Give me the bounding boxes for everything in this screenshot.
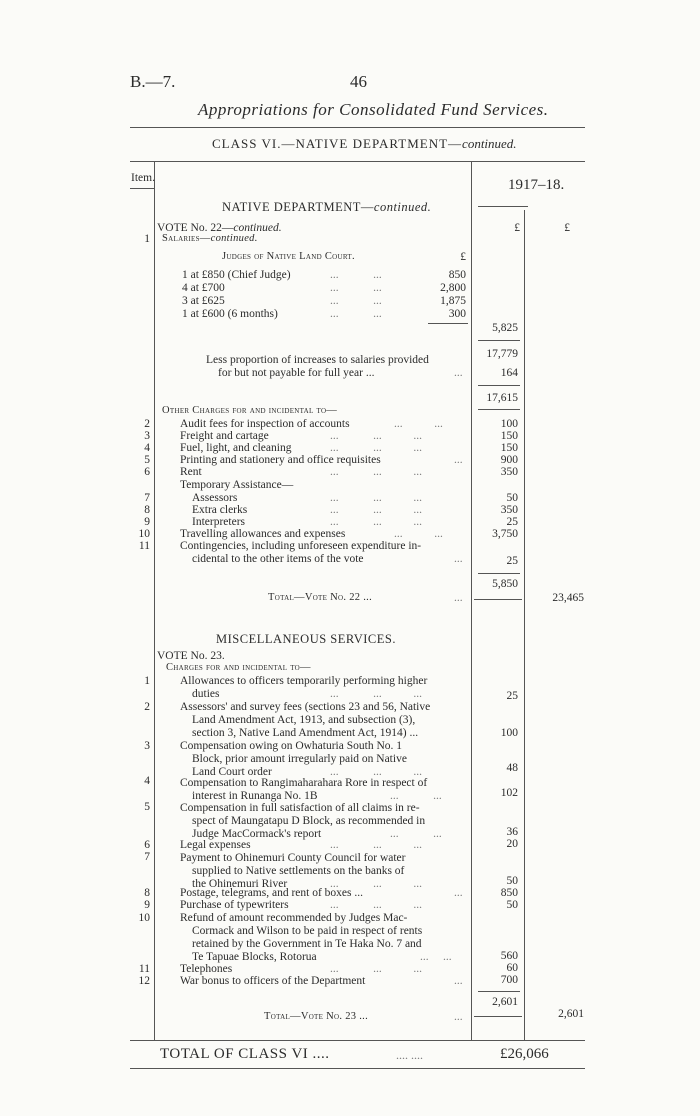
document-reference: B.—7. [130,72,176,91]
item-number: 9 [144,899,150,911]
table-bottom-rule [130,1040,585,1041]
other-charge-label: Printing and stationery and office requisites [180,454,381,466]
other-charge-value: 3,750 [492,528,518,540]
item-number: 4 [144,442,150,454]
leader-dots: ... ... ... [330,442,422,454]
page-number: 46 [350,72,367,91]
vote-22-label: VOTE No. 22—continued. [157,222,282,234]
leader-dots: ... [454,975,463,987]
misc-item-line: Purchase of typewriters [180,899,289,911]
leader-dots: ... [454,592,463,604]
leader-dots: ... ... ... [330,839,422,851]
misc-item-value: 50 [506,899,518,911]
leader-dots: ... ... ... [330,430,422,442]
leader-dots: ... ... ... [330,963,422,975]
misc-item-line: Cormack and Wilson to be paid in respect of rents [192,925,423,937]
native-department-heading: NATIVE DEPARTMENT—continued. [222,200,432,214]
less-proportion-line2: for but not payable for full year ... [218,367,375,379]
misc-item-value: 560 [500,950,518,962]
leader-dots: ... [454,553,463,565]
other-charge-value: 350 [500,466,518,478]
item-number: 7 [144,851,150,863]
leader-dots: ... ... ... [330,766,422,778]
page-title: Appropriations for Consolidated Fund Services. [198,100,549,119]
other-charges-total-rule [478,573,520,574]
item-number: 6 [144,839,150,851]
other-charges-heading: Other Charges for and incidental to— [162,405,338,416]
judges-subtotal-rule [428,323,468,324]
item-number: 2 [144,701,150,713]
leader-dots: ... [454,1011,463,1023]
misc-item-line: duties [192,688,220,700]
misc-items-total-rule [478,991,520,992]
misc-item-value: 20 [506,838,518,850]
leader-dots: ... ... [394,418,443,430]
item-number: 11 [138,540,150,552]
other-charge-label: Fuel, light, and cleaning [180,442,292,454]
item-number: 6 [144,466,150,478]
item-number: 11 [138,963,150,975]
misc-item-line: Judge MacCormack's report [192,828,322,840]
leader-dots: ... ... ... [330,466,422,478]
other-charge-label: Travelling allowances and expenses [180,528,346,540]
leader-dots: ... ... ... [330,688,422,700]
judge-row-label: 4 at £700 [182,282,225,294]
leader-dots: ... ... ... [330,899,422,911]
other-charge-label: Freight and cartage [180,430,269,442]
vote-22-total-label: Total—Vote No. 22 ... [268,592,373,603]
title-rule [130,127,585,128]
misc-item-line: War bonus to officers of the Department [180,975,366,987]
judge-row-value: 1,875 [440,295,466,307]
leader-dots: ... ... ... [330,504,422,516]
misc-item-line: the Ohinemuri River [192,878,288,890]
item-number: 8 [144,504,150,516]
leader-dots: ... ... [394,528,443,540]
vote-23-total: 2,601 [558,1008,584,1020]
vote-23-label: VOTE No. 23. [157,650,225,662]
item-number: 3 [144,740,150,752]
leader-dots: ... ... [330,308,382,320]
other-charge-value: 50 [506,492,518,504]
item-number: 4 [144,775,150,787]
other-charge-value: 25 [506,516,518,528]
misc-item-line: Telephones [180,963,233,975]
leader-dots: ... ... [330,282,382,294]
pound-sign-col1: £ [514,222,520,234]
class-total-label: TOTAL OF CLASS VI .... [160,1046,330,1062]
judge-row-value: 2,800 [440,282,466,294]
salaries-net: 17,615 [486,392,518,404]
misc-item-line: supplied to Native settlements on the banks of [192,865,405,877]
misc-item-line: Compensation in full satisfaction of all claims in re- [180,802,420,814]
item-number: 10 [138,528,150,540]
misc-item-line: spect of Maungatapu D Block, as recommended in [192,815,426,827]
misc-item-value: 50 [506,875,518,887]
table-top-rule [130,161,585,162]
misc-item-line: Postage, telegrams, and rent of boxes ... [180,887,363,899]
item-number: 5 [144,801,150,813]
other-charges-rule [478,409,520,410]
item-column-rule [154,161,155,1041]
leader-dots: ... ... ... [330,878,422,890]
leader-dots: ... ... ... [330,492,422,504]
leader-dots: ... [454,454,463,466]
vote-23-total-label: Total—Vote No. 23 ... [264,1011,369,1022]
judges-heading: Judges of Native Land Court. [222,251,355,262]
year-column-header: 1917–18. [508,177,565,193]
item-header-rule [130,188,155,189]
other-charge-label: Extra clerks [192,504,248,516]
misc-item-value: 36 [506,826,518,838]
other-charge-label: Assessors [192,492,238,504]
misc-item-line: interest in Runanga No. 1B [192,790,318,802]
item-number: 8 [144,887,150,899]
salaries-sum: 17,779 [486,348,518,360]
judges-pound-sign: £ [460,251,466,263]
leader-dots: ... ... ... [330,516,422,528]
misc-item-value: 100 [500,727,518,739]
vote-23-total-rule [474,1016,522,1017]
misc-item-line: Legal expenses [180,839,251,851]
salaries-continued: continued. [210,233,258,244]
salaries-sum-rule [478,340,520,341]
other-charge-label: cidental to the other items of the vote [192,553,364,565]
misc-item-line: Compensation to Rangimaharahara Rore in respect of [180,777,428,789]
other-charge-value: 150 [500,442,518,454]
misc-item-line: Te Tapuae Blocks, Rotorua [192,951,317,963]
native-heading-continued: continued. [373,200,432,214]
item-number: 2 [144,418,150,430]
other-charge-label: Rent [180,466,202,478]
misc-item-value: 850 [500,887,518,899]
class-total-value: £26,066 [500,1046,549,1062]
class-total-dots: .... .... [396,1048,423,1062]
class-heading-continued: continued. [462,136,517,151]
item-number: 10 [138,912,150,924]
misc-item-line: Refund of amount recommended by Judges Mac- [180,912,408,924]
judge-row-value: 850 [448,269,466,281]
other-charge-value: 150 [500,430,518,442]
item-number: 3 [144,430,150,442]
leader-dots: ... ... [390,828,442,840]
vote-22-total-rule [474,599,522,600]
leader-dots: ... ... [330,295,382,307]
misc-item-line: Payment to Ohinemuri County Council for water [180,852,406,864]
year-header-rule [478,206,528,207]
misc-item-line: Block, prior amount irregularly paid on Native [192,753,407,765]
vote-22-total: 23,465 [552,592,584,604]
amount-column-rule [471,161,472,1041]
pound-sign-col2: £ [564,222,570,234]
other-charge-value: 900 [500,454,518,466]
misc-charges-heading: Charges for and incidental to— [166,662,311,673]
other-charge-value: 100 [500,418,518,430]
item-number: 1 [144,675,150,687]
leader-dots: ... [454,367,463,379]
misc-item-line: retained by the Government in Te Haka No. 7 and [192,938,422,950]
misc-item-value: 60 [506,962,518,974]
misc-items-total: 2,601 [492,996,518,1008]
less-proportion-line1: Less proportion of increases to salaries provided [206,354,429,366]
less-proportion-value: 164 [500,367,518,379]
salaries-net-rule [478,385,520,386]
judge-row-label: 1 at £600 (6 months) [182,308,278,320]
other-charge-value: 25 [506,555,518,567]
class-heading: CLASS VI.—NATIVE DEPARTMENT—continued. [212,136,517,151]
other-charge-label: Contingencies, including unforeseen expenditure in- [180,540,422,552]
amount-inner-column-rule [524,210,525,1040]
judge-row-value: 300 [448,308,466,320]
judge-row-label: 1 at £850 (Chief Judge) [182,269,291,281]
item-number: 9 [144,516,150,528]
misc-item-line: Allowances to officers temporarily performing higher [180,675,428,687]
misc-item-line: Assessors' and survey fees (sections 23 and 56, Native [180,701,431,713]
misc-item-line: section 3, Native Land Amendment Act, 1914) ... [192,727,419,739]
misc-item-line: Compensation owing on Owhaturia South No. 1 [180,740,402,752]
other-charge-value: 350 [500,504,518,516]
item-number: 7 [144,492,150,504]
item-number: 12 [138,975,150,987]
other-charge-label: Interpreters [192,516,245,528]
judges-total: 5,825 [492,322,518,334]
misc-item-value: 102 [500,787,518,799]
vote-22-continued: continued. [233,222,282,234]
judge-row-label: 3 at £625 [182,295,225,307]
leader-dots: ... ... [330,269,382,281]
misc-item-line: Land Court order [192,766,272,778]
bottom-rule [130,1068,585,1069]
other-charge-label: Audit fees for inspection of accounts [180,418,350,430]
item-column-header: Item. [131,172,155,184]
item-number: 5 [144,454,150,466]
other-charge-label: Temporary Assistance— [180,479,294,491]
leader-dots: ... ... [390,790,442,802]
misc-item-value: 700 [500,974,518,986]
miscellaneous-heading: MISCELLANEOUS SERVICES. [216,632,396,646]
salaries-label: Salaries—continued. [162,233,258,244]
misc-item-line: Land Amendment Act, 1913, and subsection (3), [192,714,416,726]
misc-item-value: 25 [506,690,518,702]
salaries-item-number: 1 [144,233,150,245]
leader-dots: ... ... [420,951,452,963]
other-charges-total: 5,850 [492,578,518,590]
misc-item-value: 48 [506,762,518,774]
leader-dots: ... [454,887,463,899]
